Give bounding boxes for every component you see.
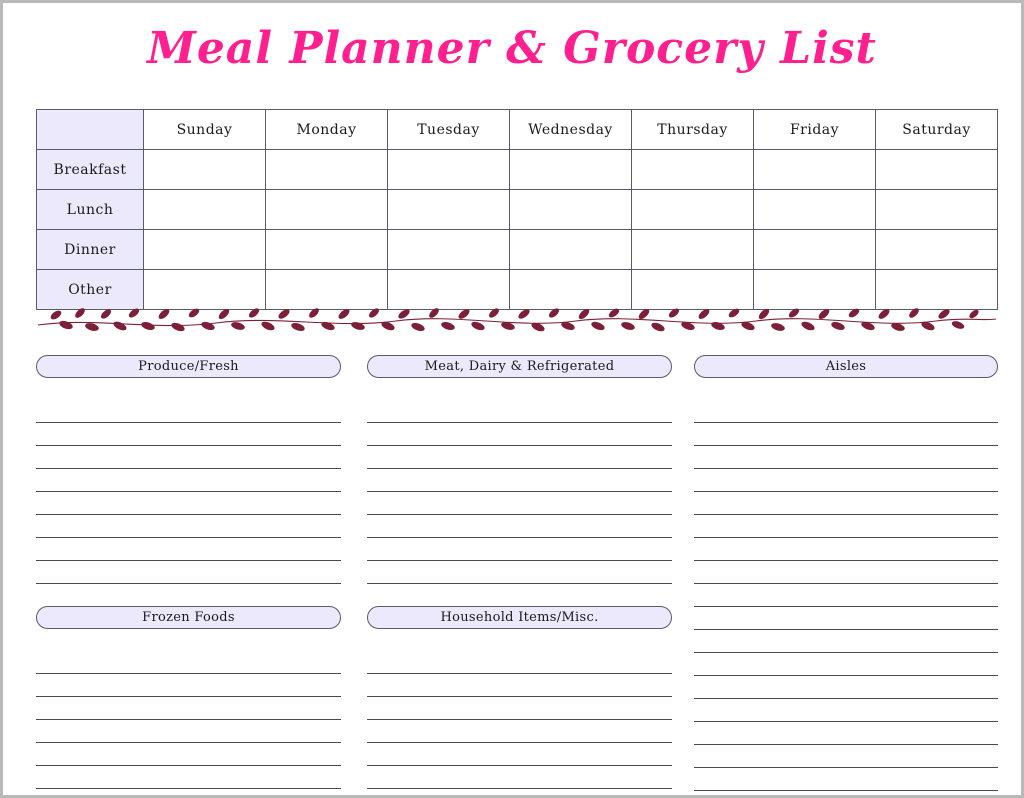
column-header-thursday: Thursday [632,110,754,150]
meal-cell-lunch-wednesday[interactable] [510,190,632,230]
grocery-column-1 [36,355,341,798]
meal-cell-breakfast-tuesday[interactable] [388,150,510,190]
section-header-frozen-foods: Frozen Foods [36,606,341,629]
write-line[interactable] [367,515,672,538]
write-line[interactable] [694,699,998,722]
write-line[interactable] [36,515,341,538]
write-line[interactable] [694,768,998,791]
table-row [37,150,998,190]
write-line[interactable] [694,630,998,653]
write-line[interactable] [36,697,341,720]
table-row [37,230,998,270]
write-line[interactable] [367,720,672,743]
write-line[interactable] [36,469,341,492]
row-header-other: Other [37,270,144,310]
write-line[interactable] [694,423,998,446]
row-header-lunch: Lunch [37,190,144,230]
write-line[interactable] [36,651,341,674]
table-row [37,190,998,230]
write-line[interactable] [694,400,998,423]
column-header-tuesday: Tuesday [388,110,510,150]
write-line[interactable] [367,400,672,423]
column-header-sunday: Sunday [144,110,266,150]
meal-cell-breakfast-wednesday[interactable] [510,150,632,190]
page-content [3,3,1021,795]
write-line[interactable] [367,651,672,674]
write-line[interactable] [36,766,341,789]
write-line[interactable] [694,745,998,768]
write-line[interactable] [367,492,672,515]
write-line[interactable] [36,446,341,469]
meal-cell-lunch-saturday[interactable] [876,190,998,230]
write-lines-meat-dairy-refrigerated [367,400,672,584]
write-line[interactable] [36,561,341,584]
write-line[interactable] [367,469,672,492]
write-lines-household-items-misc [367,651,672,798]
write-line[interactable] [694,492,998,515]
write-line[interactable] [694,676,998,699]
meal-cell-lunch-friday[interactable] [754,190,876,230]
write-line[interactable] [367,423,672,446]
write-line[interactable] [694,607,998,630]
meal-planner-table [36,109,998,310]
floral-vine-divider-icon [36,299,998,339]
write-line[interactable] [36,423,341,446]
column-header-monday: Monday [266,110,388,150]
write-line[interactable] [694,653,998,676]
write-line[interactable] [367,446,672,469]
grocery-column-2 [367,355,672,798]
write-line[interactable] [694,722,998,745]
write-lines-frozen-foods [36,651,341,798]
meal-cell-dinner-friday[interactable] [754,230,876,270]
write-line[interactable] [367,766,672,789]
meal-cell-breakfast-monday[interactable] [266,150,388,190]
meal-cell-lunch-monday[interactable] [266,190,388,230]
write-line[interactable] [694,538,998,561]
write-line[interactable] [36,538,341,561]
write-line[interactable] [694,446,998,469]
page-title: Meal Planner & Grocery List [147,23,877,74]
meal-cell-lunch-tuesday[interactable] [388,190,510,230]
column-header-friday: Friday [754,110,876,150]
meal-table-header-row [37,110,998,150]
spacer [367,584,672,606]
column-header-wednesday: Wednesday [510,110,632,150]
write-line[interactable] [36,789,341,798]
spacer [36,584,341,606]
column-header-saturday: Saturday [876,110,998,150]
write-line[interactable] [36,674,341,697]
section-header-produce-fresh: Produce/Fresh [36,355,341,378]
write-line[interactable] [367,538,672,561]
meal-cell-breakfast-sunday[interactable] [144,150,266,190]
write-line[interactable] [367,697,672,720]
write-line[interactable] [367,789,672,798]
section-header-aisles: Aisles [694,355,998,378]
write-line[interactable] [694,515,998,538]
meal-table-corner-cell [37,110,144,150]
grocery-column-3 [694,355,998,791]
write-lines-produce-fresh [36,400,341,584]
write-line[interactable] [694,561,998,584]
meal-cell-dinner-sunday[interactable] [144,230,266,270]
meal-cell-dinner-saturday[interactable] [876,230,998,270]
section-header-meat-dairy-refrigerated: Meat, Dairy & Refrigerated [367,355,672,378]
meal-cell-lunch-thursday[interactable] [632,190,754,230]
meal-cell-dinner-tuesday[interactable] [388,230,510,270]
write-line[interactable] [367,674,672,697]
meal-cell-dinner-thursday[interactable] [632,230,754,270]
section-header-household-items-misc: Household Items/Misc. [367,606,672,629]
row-header-breakfast: Breakfast [37,150,144,190]
write-line[interactable] [367,743,672,766]
meal-table-body [37,150,998,310]
write-line[interactable] [36,743,341,766]
meal-cell-dinner-wednesday[interactable] [510,230,632,270]
write-line[interactable] [36,492,341,515]
meal-table-head [37,110,998,150]
meal-cell-breakfast-thursday[interactable] [632,150,754,190]
write-line[interactable] [36,400,341,423]
meal-cell-breakfast-friday[interactable] [754,150,876,190]
write-line[interactable] [694,584,998,607]
write-line[interactable] [367,561,672,584]
row-header-dinner: Dinner [37,230,144,270]
write-lines-aisles [694,400,998,791]
meal-cell-dinner-monday[interactable] [266,230,388,270]
write-line[interactable] [36,720,341,743]
write-line[interactable] [694,469,998,492]
meal-cell-lunch-sunday[interactable] [144,190,266,230]
meal-cell-breakfast-saturday[interactable] [876,150,998,190]
